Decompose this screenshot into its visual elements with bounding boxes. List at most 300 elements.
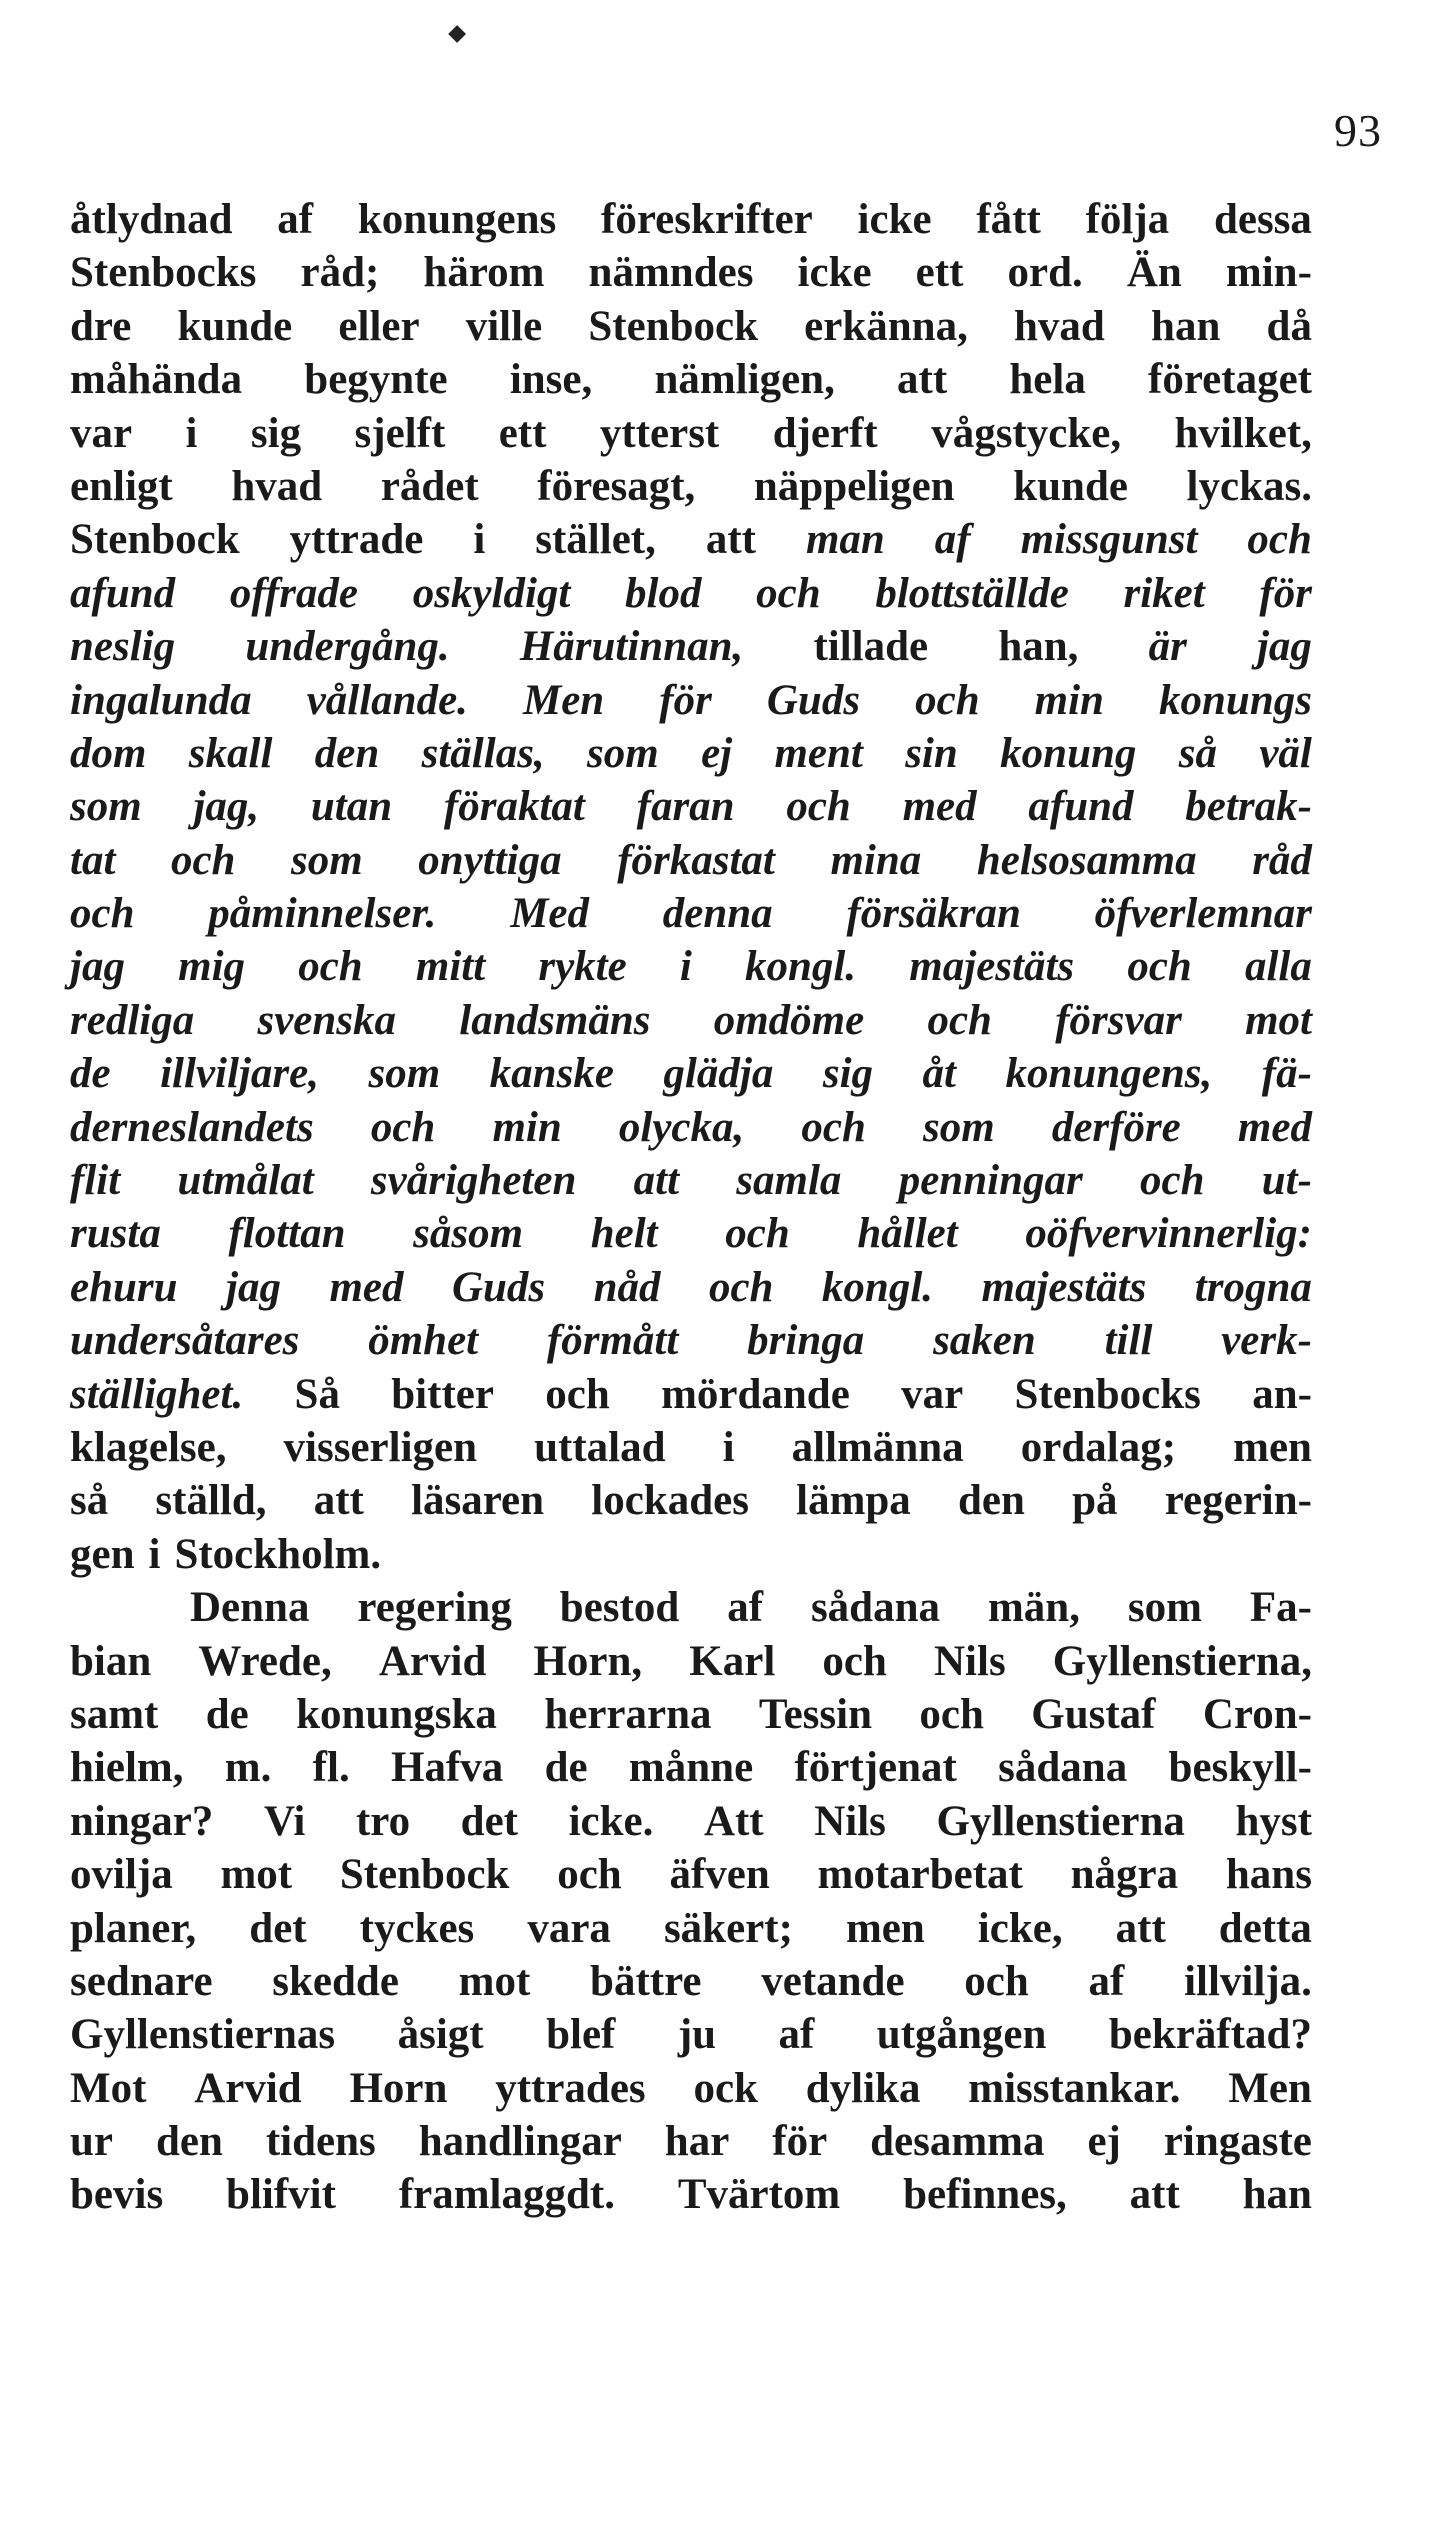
word: mot <box>220 1851 293 1899</box>
word: visserligen <box>283 1423 478 1471</box>
text-line <box>70 887 1312 940</box>
word: med <box>1237 1103 1312 1151</box>
word: ytterst <box>599 409 720 457</box>
word: min <box>492 1103 562 1151</box>
word: tillade <box>813 623 929 671</box>
word: misstankar. <box>968 2064 1181 2112</box>
word: Arvid <box>378 1637 487 1685</box>
word: de <box>544 1744 588 1792</box>
text-line <box>70 620 1312 673</box>
word: trogna <box>1194 1263 1312 1311</box>
word: men <box>1233 1423 1312 1471</box>
word: vara <box>527 1904 611 1952</box>
text-line <box>70 1207 1312 1260</box>
word: dessa <box>1213 196 1312 243</box>
word: Men <box>522 676 605 724</box>
word: Horn, <box>533 1637 643 1685</box>
text-line <box>70 727 1312 780</box>
word: att <box>633 1157 680 1205</box>
word: bestod <box>559 1584 680 1632</box>
word: rykte <box>538 943 627 991</box>
word: regering <box>357 1584 512 1632</box>
word: väl <box>1259 729 1312 777</box>
text-line <box>70 460 1312 513</box>
word: omdöme <box>713 996 865 1044</box>
word: och <box>919 1690 984 1738</box>
word: den <box>314 729 380 777</box>
text-line <box>70 1902 1312 1955</box>
word: helsosamma <box>976 836 1197 884</box>
word: då <box>1266 302 1312 350</box>
text-line <box>70 1635 1312 1688</box>
word: ringaste <box>1163 2118 1312 2166</box>
word: Denna <box>190 1584 310 1632</box>
word: att <box>897 356 948 404</box>
word: bekräftad? <box>1108 2011 1312 2059</box>
word: råd; <box>300 249 380 297</box>
word: föraktat <box>443 783 585 831</box>
word: som <box>923 1103 995 1151</box>
word: och <box>557 1851 622 1899</box>
word: ett <box>498 409 547 457</box>
word: Guds <box>766 676 861 724</box>
word: hvilket, <box>1174 409 1312 457</box>
word: yttrades <box>495 2064 646 2112</box>
text-line <box>70 1741 1312 1794</box>
word: och <box>915 676 980 724</box>
word: sjelft <box>354 409 446 457</box>
word: rusta <box>70 1210 161 1258</box>
text-line <box>70 1848 1312 1901</box>
word: kongl. <box>745 943 857 991</box>
word: är <box>1148 623 1187 671</box>
word: framlaggdt. <box>398 2171 615 2219</box>
word: ju <box>677 2011 717 2059</box>
word: Stenbocks <box>70 249 257 297</box>
word: hvad <box>1014 302 1105 350</box>
word: an- <box>1252 1370 1312 1418</box>
word: för <box>1259 569 1312 617</box>
word: och <box>1139 1157 1205 1205</box>
word: och <box>1127 943 1192 991</box>
word: sådana <box>810 1584 941 1632</box>
word: åt <box>922 1050 956 1098</box>
word: öfverlemnar <box>1094 890 1312 938</box>
text-line <box>70 513 1312 566</box>
word: denna <box>662 890 773 938</box>
word: jag <box>70 943 125 991</box>
word: flit <box>70 1157 121 1205</box>
text-line <box>70 1421 1312 1474</box>
word: ingalunda <box>70 676 252 724</box>
text-line <box>70 674 1312 727</box>
word: icke <box>797 249 872 297</box>
word: förtjenat <box>794 1744 957 1792</box>
word: i <box>148 1530 161 1578</box>
word: några <box>1070 1851 1179 1899</box>
word: och <box>170 836 236 884</box>
word: han, <box>998 623 1079 671</box>
word: och <box>1247 516 1312 564</box>
word: svenska <box>257 996 397 1044</box>
text-line <box>70 1688 1312 1741</box>
word: Nils <box>934 1637 1006 1685</box>
word: har <box>664 2118 730 2166</box>
word: inse, <box>509 356 593 404</box>
word: rådet <box>380 462 479 510</box>
word: var <box>901 1370 964 1418</box>
word: sednare <box>70 1957 213 2005</box>
word: och <box>545 1370 610 1418</box>
word: och <box>786 783 851 831</box>
word: lämpa <box>796 1477 911 1525</box>
word: de <box>205 1690 249 1738</box>
word: utmålat <box>177 1157 314 1205</box>
word: konungens, <box>1005 1050 1213 1098</box>
word: klagelse, <box>70 1423 227 1471</box>
word: och <box>927 996 992 1044</box>
word: ömhet <box>368 1317 479 1365</box>
word: var <box>70 409 133 457</box>
word: han <box>1242 2171 1312 2219</box>
word: bian <box>70 1637 152 1685</box>
text-line <box>70 1261 1312 1314</box>
word: offrade <box>229 569 359 617</box>
word: hållet <box>857 1210 958 1258</box>
word: samla <box>736 1157 842 1205</box>
text-line <box>70 1047 1312 1100</box>
text-line <box>70 1314 1312 1367</box>
word: påminnelser. <box>208 890 437 938</box>
word: ville <box>465 302 543 350</box>
word: neslig <box>70 623 176 671</box>
text-line <box>70 2168 1312 2221</box>
word: bringa <box>747 1317 865 1365</box>
word: sådana <box>998 1744 1128 1792</box>
word: beskyll- <box>1168 1744 1312 1792</box>
word: skedde <box>272 1957 399 2005</box>
word: blifvit <box>226 2171 336 2219</box>
word: penningar <box>898 1157 1083 1205</box>
word: gen <box>70 1530 135 1578</box>
word: olycka, <box>618 1103 745 1151</box>
word: samt <box>70 1690 159 1738</box>
word: och <box>298 943 363 991</box>
word: nämligen, <box>654 356 835 404</box>
word: den <box>155 2118 223 2166</box>
word: alla <box>1244 943 1312 991</box>
word: Tvärtom <box>677 2171 841 2219</box>
word: oskyldigt <box>412 569 571 617</box>
word: åtlydnad <box>70 196 233 243</box>
word: afund <box>1028 783 1134 831</box>
word: redliga <box>70 996 195 1044</box>
word: illviljare, <box>160 1050 319 1098</box>
word: desamma <box>870 2118 1045 2166</box>
word: af <box>277 196 314 243</box>
word: mot <box>1245 996 1312 1044</box>
word: derföre <box>1051 1103 1181 1151</box>
word: erkänna, <box>804 302 968 350</box>
word: ställas, <box>421 729 545 777</box>
word: ock <box>693 2064 758 2112</box>
word: detta <box>1218 1904 1312 1952</box>
word: jag, <box>193 783 260 831</box>
word: min <box>1034 676 1104 724</box>
word: Stenbock <box>588 302 758 350</box>
word: ut- <box>1261 1157 1312 1205</box>
word: försäkran <box>846 890 1021 938</box>
text-line <box>70 2008 1312 2061</box>
word: icke, <box>977 1904 1063 1952</box>
word: ställighet. <box>70 1370 244 1418</box>
word: af <box>778 2011 815 2059</box>
word: följa <box>1085 196 1170 243</box>
word: bitter <box>391 1370 494 1418</box>
word: i <box>473 516 486 564</box>
word: handlingar <box>418 2118 622 2166</box>
word: i <box>722 1423 735 1471</box>
word: afund <box>70 569 176 617</box>
word: som <box>70 783 142 831</box>
word: hielm, <box>70 1744 184 1792</box>
word: majestäts <box>981 1263 1147 1311</box>
word: Stenbock <box>339 1851 510 1899</box>
word: att <box>1129 2171 1180 2219</box>
word: Wrede, <box>198 1637 332 1685</box>
text-line <box>70 567 1312 620</box>
word: onyttiga <box>418 836 562 884</box>
word: med <box>902 783 977 831</box>
word: ej <box>1087 2118 1121 2166</box>
word: jag <box>226 1263 281 1311</box>
word: Stenbocks <box>1014 1370 1201 1418</box>
word: åsigt <box>397 2011 484 2059</box>
word: befinnes, <box>903 2171 1067 2219</box>
word: läsaren <box>411 1477 545 1525</box>
word: med <box>329 1263 404 1311</box>
word: kunde <box>177 302 293 350</box>
word: af <box>934 516 971 564</box>
word: utan <box>310 783 393 831</box>
word: det <box>460 1797 518 1845</box>
text-line <box>70 994 1312 1047</box>
body-text <box>70 193 1312 2222</box>
word: djerft <box>772 409 878 457</box>
word: fä- <box>1261 1050 1312 1098</box>
word: månne <box>628 1744 754 1792</box>
word: Guds <box>451 1263 546 1311</box>
word: de <box>70 1050 111 1098</box>
word: sin <box>905 729 958 777</box>
word: mot <box>458 1957 531 2005</box>
word: men <box>845 1904 925 1952</box>
word: Gyllenstierna, <box>1052 1637 1312 1685</box>
text-line <box>70 1955 1312 2008</box>
text-line <box>70 246 1312 299</box>
word: enligt <box>70 462 173 510</box>
word: på <box>1072 1477 1118 1525</box>
word: bättre <box>590 1957 702 2005</box>
word: råd <box>1252 836 1312 884</box>
word: Att <box>703 1797 764 1845</box>
word: konungska <box>296 1690 497 1738</box>
word: m. <box>224 1744 272 1792</box>
word: vågstycke, <box>931 409 1122 457</box>
word: Än <box>1126 249 1182 297</box>
word: Gyllenstiernas <box>70 2011 336 2059</box>
word: af <box>727 1584 764 1632</box>
word: och <box>370 1103 436 1151</box>
word: undersåtares <box>70 1317 300 1365</box>
word: och <box>725 1210 790 1258</box>
word: ningar? <box>70 1797 214 1845</box>
word: föresagt, <box>537 462 696 510</box>
word: Tessin <box>758 1690 873 1738</box>
word: såsom <box>413 1210 524 1258</box>
word: faran <box>636 783 735 831</box>
word: af <box>1088 1957 1125 2005</box>
text-line <box>70 353 1312 406</box>
word: konungs <box>1159 676 1312 724</box>
word: icke. <box>568 1797 654 1845</box>
page-number: 93 <box>1334 105 1382 156</box>
word: som <box>587 729 659 777</box>
word: och <box>708 1263 774 1311</box>
word: Men <box>1228 2064 1312 2112</box>
word: dre <box>70 302 132 350</box>
word: Fa- <box>1249 1584 1312 1632</box>
word: Mot <box>70 2064 147 2112</box>
text-line <box>70 780 1312 833</box>
word: tidens <box>265 2118 376 2166</box>
word: konung <box>1000 729 1137 777</box>
word: dom <box>70 729 147 777</box>
word: mig <box>178 943 246 991</box>
word: Nils <box>814 1797 886 1845</box>
word: härom <box>423 249 545 297</box>
word: Gustaf <box>1031 1690 1156 1738</box>
word: i <box>679 943 692 991</box>
word: förmått <box>546 1317 679 1365</box>
word: tat <box>70 836 116 884</box>
word: verk- <box>1221 1317 1312 1365</box>
word: saken <box>933 1317 1036 1365</box>
word: utgången <box>876 2011 1047 2059</box>
word: blod <box>625 569 702 617</box>
word: och <box>822 1637 887 1685</box>
word: försvar <box>1055 996 1182 1044</box>
word: nåd <box>593 1263 661 1311</box>
text-line <box>70 2062 1312 2115</box>
word: kongl. <box>821 1263 934 1311</box>
word: tro <box>355 1797 411 1845</box>
word: ehuru <box>70 1263 178 1311</box>
word: blottställde <box>875 569 1069 617</box>
word: lockades <box>591 1477 749 1525</box>
word: Härutinnan, <box>519 623 744 671</box>
word: undergång. <box>245 623 450 671</box>
word: Stockholm. <box>174 1530 382 1578</box>
word: och <box>801 1103 866 1151</box>
word: planer, <box>70 1904 197 1952</box>
word: Stenbock <box>70 516 240 564</box>
word: ur <box>70 2118 113 2166</box>
word: mitt <box>415 943 486 991</box>
word: svårigheten <box>370 1157 577 1205</box>
word: för <box>772 2118 828 2166</box>
word: ord. <box>1007 249 1083 297</box>
word: tyckes <box>359 1904 475 1952</box>
word: Vi <box>263 1797 306 1845</box>
text-line <box>70 1154 1312 1207</box>
word: måhända <box>70 356 243 404</box>
word: nämndes <box>588 249 754 297</box>
word: näppeligen <box>753 462 955 510</box>
text-line <box>70 1795 1312 1848</box>
word: vetande <box>761 1957 905 2005</box>
text-line <box>70 1368 1312 1421</box>
text-line <box>70 940 1312 993</box>
word: uttalad <box>534 1423 666 1471</box>
word: Cron- <box>1202 1690 1312 1738</box>
word: att <box>313 1477 364 1525</box>
word: icke <box>857 196 932 243</box>
word: ett <box>915 249 964 297</box>
word: landsmäns <box>459 996 651 1044</box>
word: herrarna <box>544 1690 712 1738</box>
word: för <box>659 676 712 724</box>
word: oöfvervinnerlig: <box>1025 1210 1312 1258</box>
word: dylika <box>805 2064 921 2112</box>
word: så <box>70 1477 109 1525</box>
word: kunde <box>1013 462 1128 510</box>
word: bevis <box>70 2171 164 2219</box>
word: han <box>1151 302 1221 350</box>
word: min- <box>1225 249 1312 297</box>
word: vållande. <box>306 676 468 724</box>
text-line <box>70 300 1312 353</box>
word: ment <box>774 729 863 777</box>
word: att <box>1115 1904 1166 1952</box>
word: derneslandets <box>70 1103 314 1151</box>
word: i <box>185 409 198 457</box>
text-line <box>70 2115 1312 2168</box>
word: ej <box>701 729 733 777</box>
word: till <box>1104 1317 1153 1365</box>
word: Hafva <box>391 1744 504 1792</box>
word: äfven <box>669 1851 770 1899</box>
text-line <box>70 193 1312 246</box>
word: hela <box>1009 356 1086 404</box>
word: hans <box>1225 1851 1312 1899</box>
word: kanske <box>489 1050 614 1098</box>
word: illvilja. <box>1184 1957 1312 2005</box>
text-line <box>70 1474 1312 1527</box>
word: fått <box>976 196 1041 243</box>
word: ovilja <box>70 1851 173 1899</box>
word: majestäts <box>909 943 1075 991</box>
word: flottan <box>228 1210 346 1258</box>
word: man <box>805 516 885 564</box>
word: mina <box>830 836 922 884</box>
word: jag <box>1256 623 1312 671</box>
word: missgunst <box>1020 516 1198 564</box>
word: män, <box>987 1584 1080 1632</box>
word: Karl <box>689 1637 776 1685</box>
word: motarbetat <box>817 1851 1023 1899</box>
word: skall <box>188 729 273 777</box>
